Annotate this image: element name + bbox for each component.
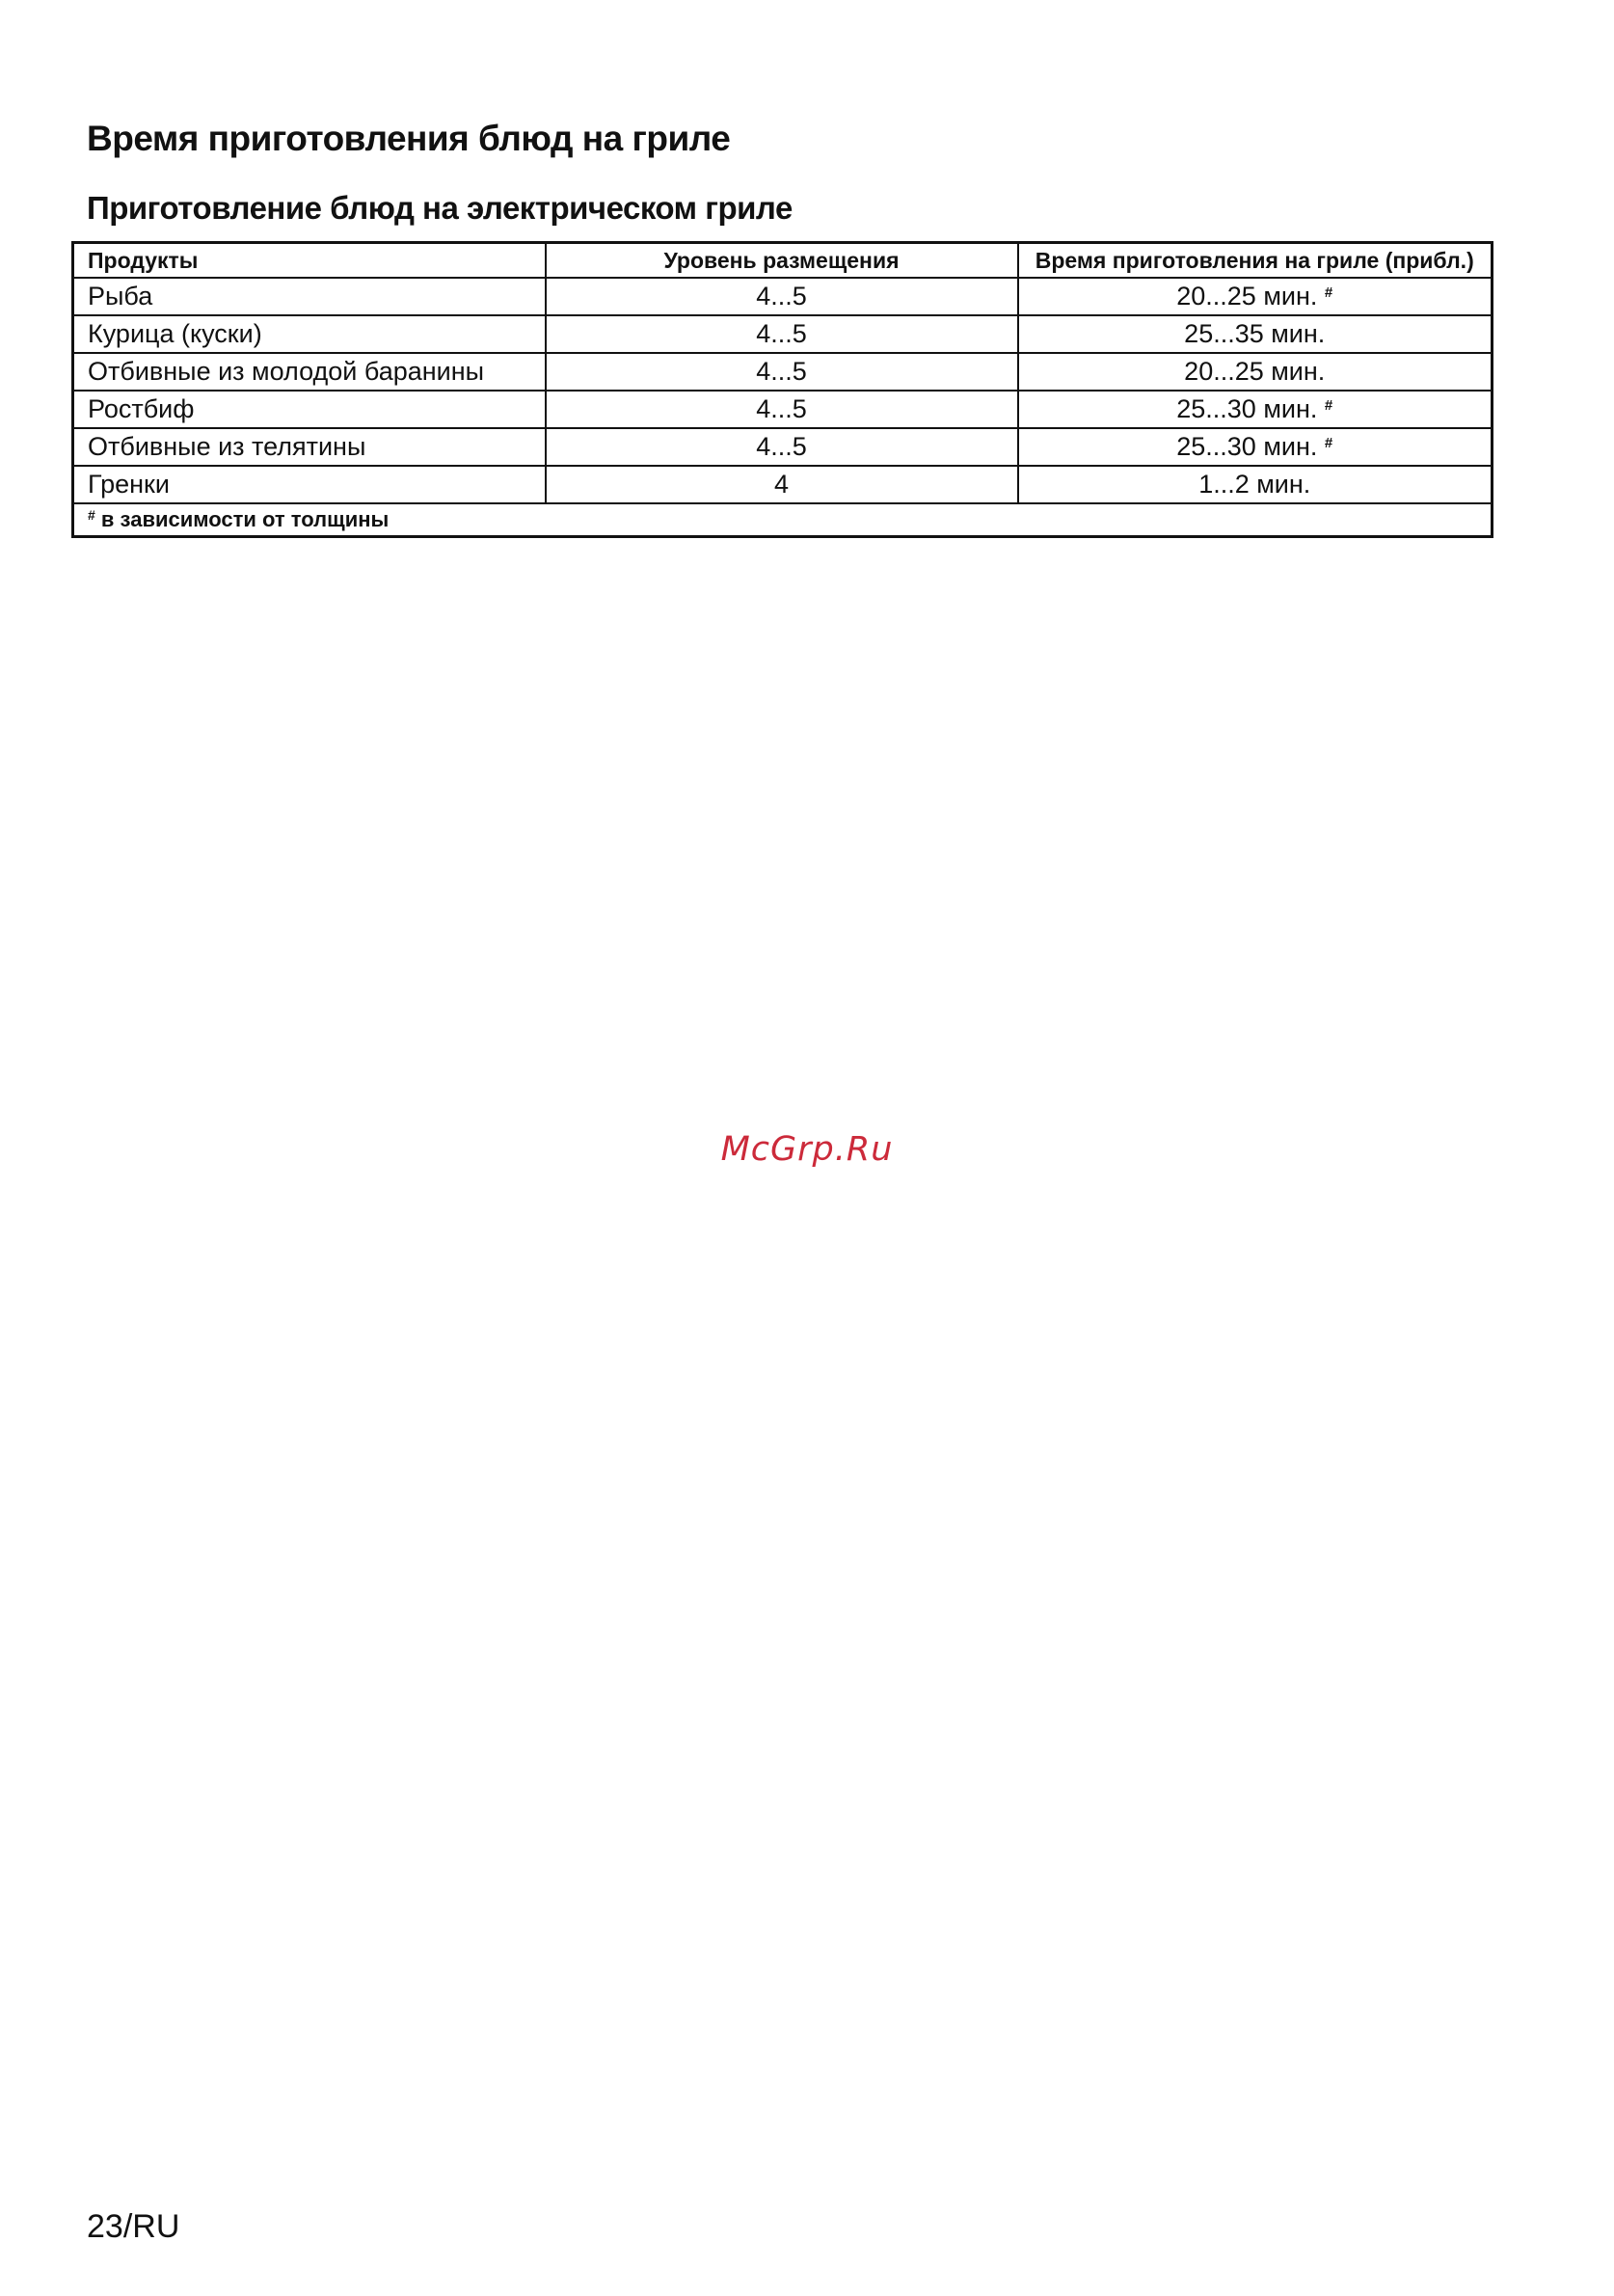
- time-value: 20...25 мин.: [1184, 357, 1326, 386]
- level-cell: 4...5: [546, 391, 1018, 428]
- time-cell: [1018, 278, 1493, 315]
- table-footnote-row: [73, 503, 1493, 537]
- table-row: [73, 315, 1493, 353]
- level-cell: 4...5: [546, 428, 1018, 466]
- footnote-cell: [73, 503, 1493, 537]
- footnote-mark: #: [1324, 284, 1333, 301]
- product-cell: Гренки: [73, 466, 546, 503]
- time-cell: [1018, 353, 1493, 391]
- product-cell: Рыба: [73, 278, 546, 315]
- footnote-mark: #: [1324, 435, 1333, 451]
- footnote-mark: #: [1324, 397, 1333, 414]
- time-cell: [1018, 428, 1493, 466]
- footnote-mark: #: [88, 507, 95, 523]
- table-row: [73, 428, 1493, 466]
- product-cell: Отбивные из молодой баранины: [73, 353, 546, 391]
- time-value: 20...25 мин.: [1176, 282, 1318, 311]
- time-value: 25...30 мин.: [1176, 394, 1318, 423]
- time-value: 25...35 мин.: [1184, 319, 1326, 348]
- watermark: McGrp.Ru: [720, 1130, 894, 1169]
- header-level: Уровень размещения: [546, 243, 1018, 279]
- table-row: [73, 391, 1493, 428]
- level-cell: 4: [546, 466, 1018, 503]
- page-title: Время приготовления блюд на гриле: [87, 119, 731, 158]
- product-cell: Отбивные из телятины: [73, 428, 546, 466]
- table-header-row: [73, 243, 1493, 279]
- time-cell: [1018, 466, 1493, 503]
- time-cell: [1018, 315, 1493, 353]
- footnote-text: в зависимости от толщины: [100, 507, 390, 531]
- header-grill-time: Время приготовления на гриле (прибл.): [1018, 243, 1493, 279]
- table-row: [73, 466, 1493, 503]
- table-row: [73, 278, 1493, 315]
- table-row: [73, 353, 1493, 391]
- time-cell: [1018, 391, 1493, 428]
- time-value: 25...30 мин.: [1176, 432, 1318, 461]
- section-title: Приготовление блюд на электрическом гриле: [87, 190, 793, 226]
- level-cell: 4...5: [546, 278, 1018, 315]
- grill-times-table: [71, 241, 1493, 538]
- page-number: 23/RU: [87, 2208, 180, 2245]
- product-cell: Ростбиф: [73, 391, 546, 428]
- header-products: Продукты: [73, 243, 546, 279]
- product-cell: Курица (куски): [73, 315, 546, 353]
- level-cell: 4...5: [546, 315, 1018, 353]
- level-cell: 4...5: [546, 353, 1018, 391]
- time-value: 1...2 мин.: [1198, 470, 1311, 499]
